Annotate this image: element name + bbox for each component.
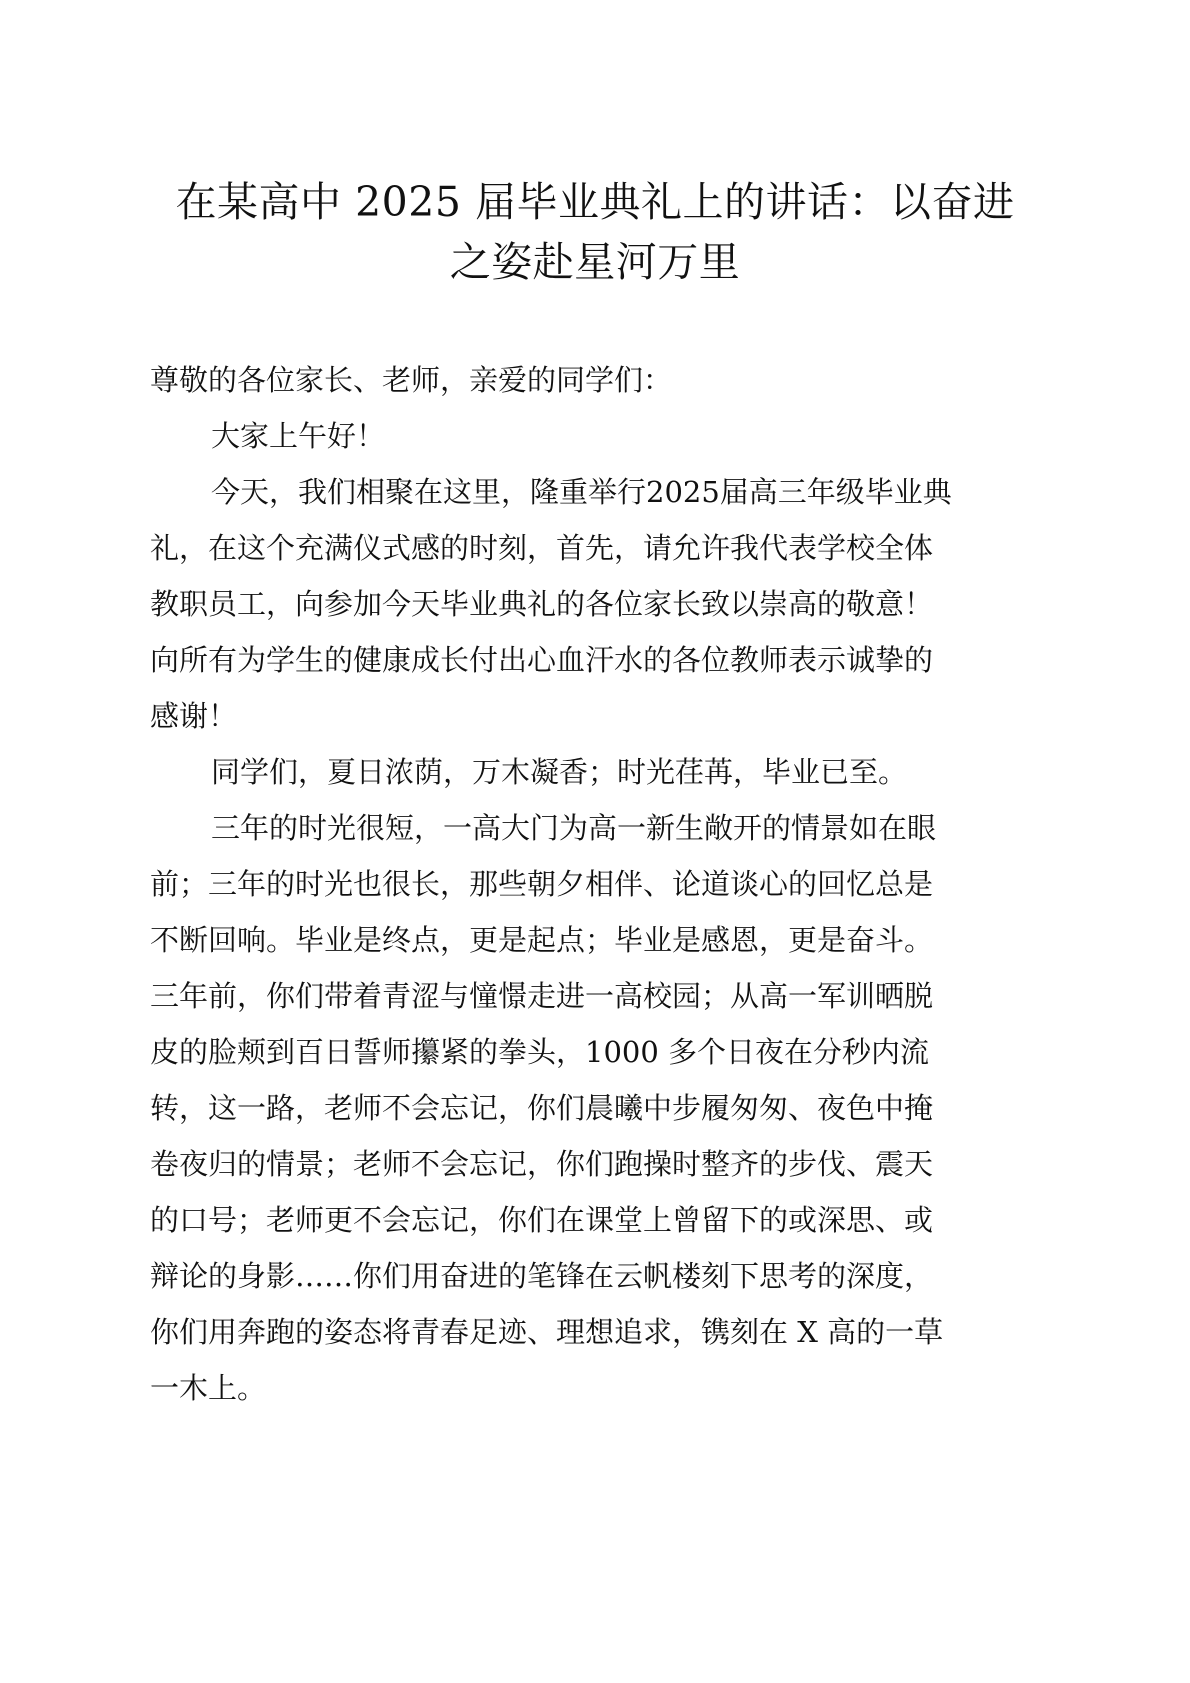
text-line: 教职员工，向参加今天毕业典礼的各位家长致以崇高的敬意！: [150, 587, 934, 621]
greeting-line: 大家上午好！: [211, 419, 386, 453]
page-title: [150, 172, 1040, 292]
text-line: 你们用奔跑的姿态将青春足迹、理想追求，镌刻在 X 高的一草: [150, 1315, 944, 1349]
title-line-2: 之姿赴星河万里: [449, 238, 741, 286]
title-line-1: 在某高中 2025 届毕业典礼上的讲话：以奋进: [175, 178, 1015, 226]
paragraph-season: [150, 744, 1040, 800]
paragraph-memories: [150, 800, 1040, 1416]
salutation-line: 尊敬的各位家长、老师，亲爱的同学们：: [150, 363, 673, 397]
text-line: 辩论的身影……你们用奋进的笔锋在云帆楼刻下思考的深度，: [150, 1259, 934, 1293]
text-line: 皮的脸颊到百日誓师攥紧的拳头，1000 多个日夜在分秒内流: [150, 1035, 930, 1069]
text-line: 三年前，你们带着青涩与憧憬走进一高校园；从高一军训晒脱: [150, 979, 934, 1013]
text-line: 一木上。: [150, 1371, 267, 1405]
text-line: 三年的时光很短，一高大门为高一新生敞开的情景如在眼: [211, 811, 937, 845]
text-line: 的口号；老师更不会忘记，你们在课堂上曾留下的或深思、或: [150, 1203, 934, 1237]
text-line: 同学们，夏日浓荫，万木凝香；时光荏苒，毕业已至。: [211, 755, 908, 789]
text-line: 转，这一路，老师不会忘记，你们晨曦中步履匆匆、夜色中掩: [150, 1091, 934, 1125]
text-line: 感谢！: [150, 699, 238, 733]
salutation: [150, 352, 1040, 408]
text-line: 不断回响。毕业是终点，更是起点；毕业是感恩，更是奋斗。: [150, 923, 934, 957]
text-line: 卷夜归的情景；老师不会忘记，你们跑操时整齐的步伐、震天: [150, 1147, 934, 1181]
speech-body: [150, 352, 1040, 1416]
text-line: 礼，在这个充满仪式感的时刻，首先，请允许我代表学校全体: [150, 531, 934, 565]
greeting: [150, 408, 1040, 464]
text-line: 今天，我们相聚在这里，隆重举行2025届高三年级毕业典: [211, 475, 952, 509]
text-line: 前；三年的时光也很长，那些朝夕相伴、论道谈心的回忆总是: [150, 867, 934, 901]
paragraph-opening: [150, 464, 1040, 744]
text-line: 向所有为学生的健康成长付出心血汗水的各位教师表示诚挚的: [150, 643, 934, 677]
